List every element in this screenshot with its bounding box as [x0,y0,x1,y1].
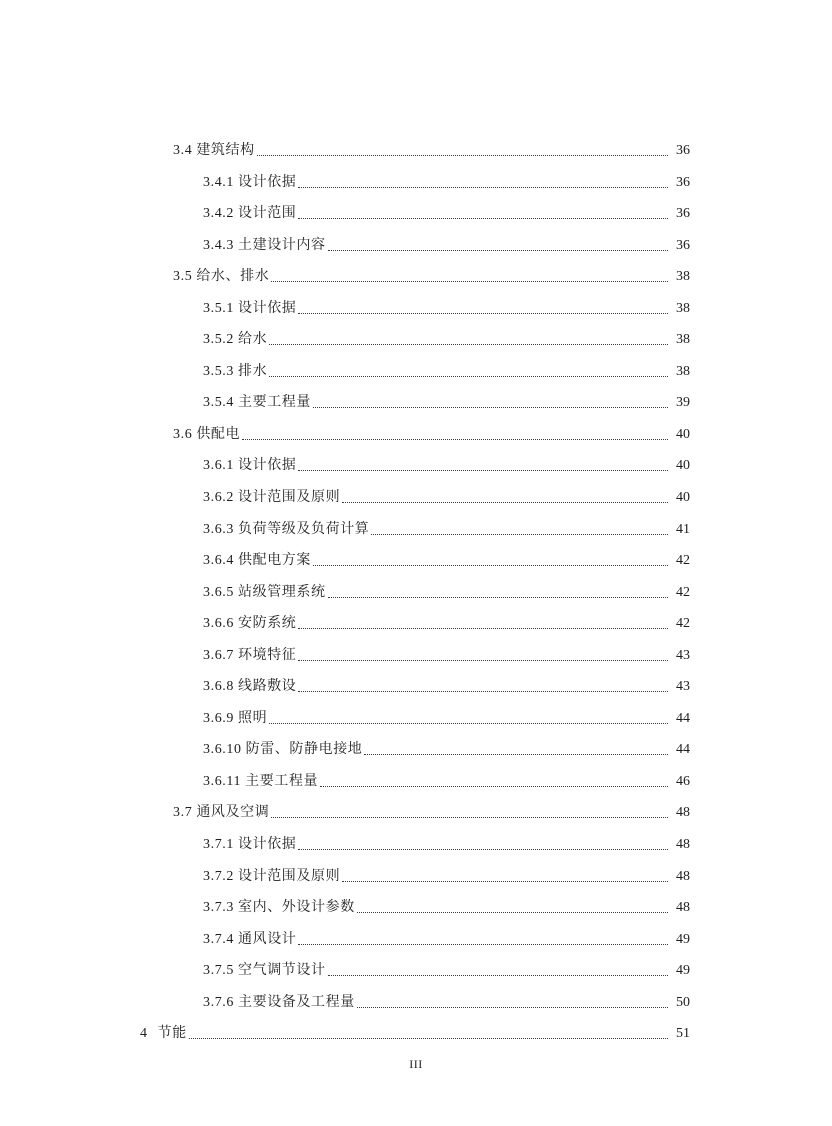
toc-entry-3-6-10[interactable] [0,740,832,772]
toc-entry-3-7-1[interactable] [0,835,832,867]
dot-leader [298,299,668,314]
toc-page-number: 49 [676,931,690,947]
toc-page-number: 42 [676,616,690,632]
table-of-contents [0,141,832,1056]
toc-entry-3-7-3[interactable] [0,898,832,930]
dot-leader [342,867,668,882]
toc-entry-3-5-1[interactable] [0,299,832,331]
toc-page-number: 40 [676,426,690,442]
dot-leader [342,488,668,503]
toc-entry-3-6-2[interactable] [0,488,832,520]
toc-page-number: 39 [676,395,690,411]
toc-entry-3-5-2[interactable] [0,330,832,362]
toc-page-number: 36 [676,143,690,158]
dot-leader [364,740,668,755]
toc-entry-3-6-11[interactable] [0,772,832,804]
toc-entry-3-6-4[interactable] [0,551,832,583]
toc-entry-label: 3.6.9 照明 [203,710,268,726]
toc-entry-3-6-6[interactable] [0,614,832,646]
toc-page-number: 44 [676,710,690,726]
toc-entry-3-7-4[interactable] [0,930,832,962]
dot-leader [298,614,668,629]
toc-entry-label: 3.7.2 设计范围及原则 [203,868,341,884]
toc-entry-label: 3.7.4 通风设计 [203,931,297,947]
toc-entry-3-6-9[interactable] [0,709,832,741]
dot-leader [189,1024,668,1039]
toc-page-number: 48 [676,805,690,821]
dot-leader [269,362,668,377]
toc-entry-label: 3.4.2 设计范围 [203,206,297,222]
toc-page-number: 36 [676,174,690,190]
toc-entry-label: 3.7.1 设计依据 [203,837,297,853]
toc-entry-label: 4 节能 [140,1026,187,1042]
toc-entry-label: 3.5 给水、排水 [173,269,270,285]
toc-entry-3-7-5[interactable] [0,961,832,993]
toc-entry-label: 3.6.10 防雷、防静电接地 [203,742,363,758]
dot-leader [371,520,668,535]
dot-leader [298,677,668,692]
toc-page-number: 38 [676,363,690,379]
toc-page-number: 50 [676,994,690,1010]
dot-leader [271,803,668,818]
dot-leader [328,236,668,251]
toc-entry-label: 3.6.5 站级管理系统 [203,584,326,600]
toc-page-number: 49 [676,963,690,979]
dot-leader [320,772,668,787]
toc-page-number: 41 [676,521,690,537]
toc-entry-label: 3.4 建筑结构 [173,143,255,158]
dot-leader [313,551,668,566]
dot-leader [298,456,668,471]
dot-leader [328,583,668,598]
toc-entry-label: 3.6.7 环境特征 [203,647,297,663]
toc-page-number: 44 [676,742,690,758]
dot-leader [298,835,668,850]
toc-page-number: 40 [676,490,690,506]
toc-entry-label: 3.5.1 设计依据 [203,300,297,316]
toc-entry-3-6-3[interactable] [0,520,832,552]
toc-entry-label: 3.4.3 土建设计内容 [203,237,326,253]
toc-entry-label: 3.6.11 主要工程量 [203,773,319,789]
toc-page-number: 42 [676,584,690,600]
toc-entry-label: 3.6.4 供配电方案 [203,553,311,569]
toc-entry-label: 3.7.5 空气调节设计 [203,963,326,979]
dot-leader [298,173,668,188]
toc-page-number: 38 [676,269,690,285]
toc-page-number: 38 [676,300,690,316]
dot-leader [242,425,668,440]
toc-entry-label: 3.6.2 设计范围及原则 [203,490,341,506]
toc-page-number: 43 [676,679,690,695]
dot-leader [298,930,668,945]
toc-entry-3-5-4[interactable] [0,393,832,425]
toc-entry-label: 3.5.2 给水 [203,332,268,348]
toc-entry-3-6-7[interactable] [0,646,832,678]
toc-entry-label: 3.7.3 室内、外设计参数 [203,900,355,916]
toc-page-number: 43 [676,647,690,663]
toc-page-number: 38 [676,332,690,348]
toc-entry-label: 3.6.6 安防系统 [203,616,297,632]
dot-leader [357,993,668,1008]
dot-leader [271,267,668,282]
toc-entry-3-6-1[interactable] [0,456,832,488]
toc-page-number: 36 [676,237,690,253]
toc-entry-label: 3.6.3 负荷等级及负荷计算 [203,521,370,537]
dot-leader [269,330,668,345]
dot-leader [269,709,668,724]
toc-entry-label: 3.4.1 设计依据 [203,174,297,190]
toc-page-number: 40 [676,458,690,474]
toc-entry-3-4-1[interactable] [0,173,832,205]
toc-entry-3-6-8[interactable] [0,677,832,709]
toc-entry-3-4-2[interactable] [0,204,832,236]
toc-entry-label: 3.6 供配电 [173,426,241,442]
toc-entry-3-7[interactable] [0,803,832,835]
toc-entry-label: 3.5.4 主要工程量 [203,395,311,411]
dot-leader [298,204,668,219]
dot-leader [328,961,668,976]
toc-entry-3-7-6[interactable] [0,993,832,1025]
toc-page-number: 48 [676,868,690,884]
toc-page-number: 42 [676,553,690,569]
toc-page-number: 48 [676,837,690,853]
toc-entry-label: 3.5.3 排水 [203,363,268,379]
dot-leader [357,898,668,913]
toc-entry-3-6[interactable] [0,425,832,457]
toc-page-number: 36 [676,206,690,222]
toc-entry-3-5-3[interactable] [0,362,832,394]
toc-entry-label: 3.7.6 主要设备及工程量 [203,994,355,1010]
page-number-footer: III [409,1057,423,1071]
toc-page-number: 48 [676,900,690,916]
toc-page-number: 51 [676,1026,690,1042]
toc-entry-3-4-3[interactable] [0,236,832,268]
toc-entry-3-7-2[interactable] [0,867,832,899]
dot-leader [257,141,668,156]
toc-entry-3-4[interactable] [0,141,832,173]
toc-entry-label: 3.6.1 设计依据 [203,458,297,474]
dot-leader [298,646,668,661]
toc-page-number: 46 [676,773,690,789]
toc-entry-3-5[interactable] [0,267,832,299]
toc-entry-label: 3.7 通风及空调 [173,805,270,821]
toc-entry-3-6-5[interactable] [0,583,832,615]
toc-entry-label: 3.6.8 线路敷设 [203,679,297,695]
dot-leader [313,393,668,408]
toc-entry-4[interactable] [0,1024,832,1056]
